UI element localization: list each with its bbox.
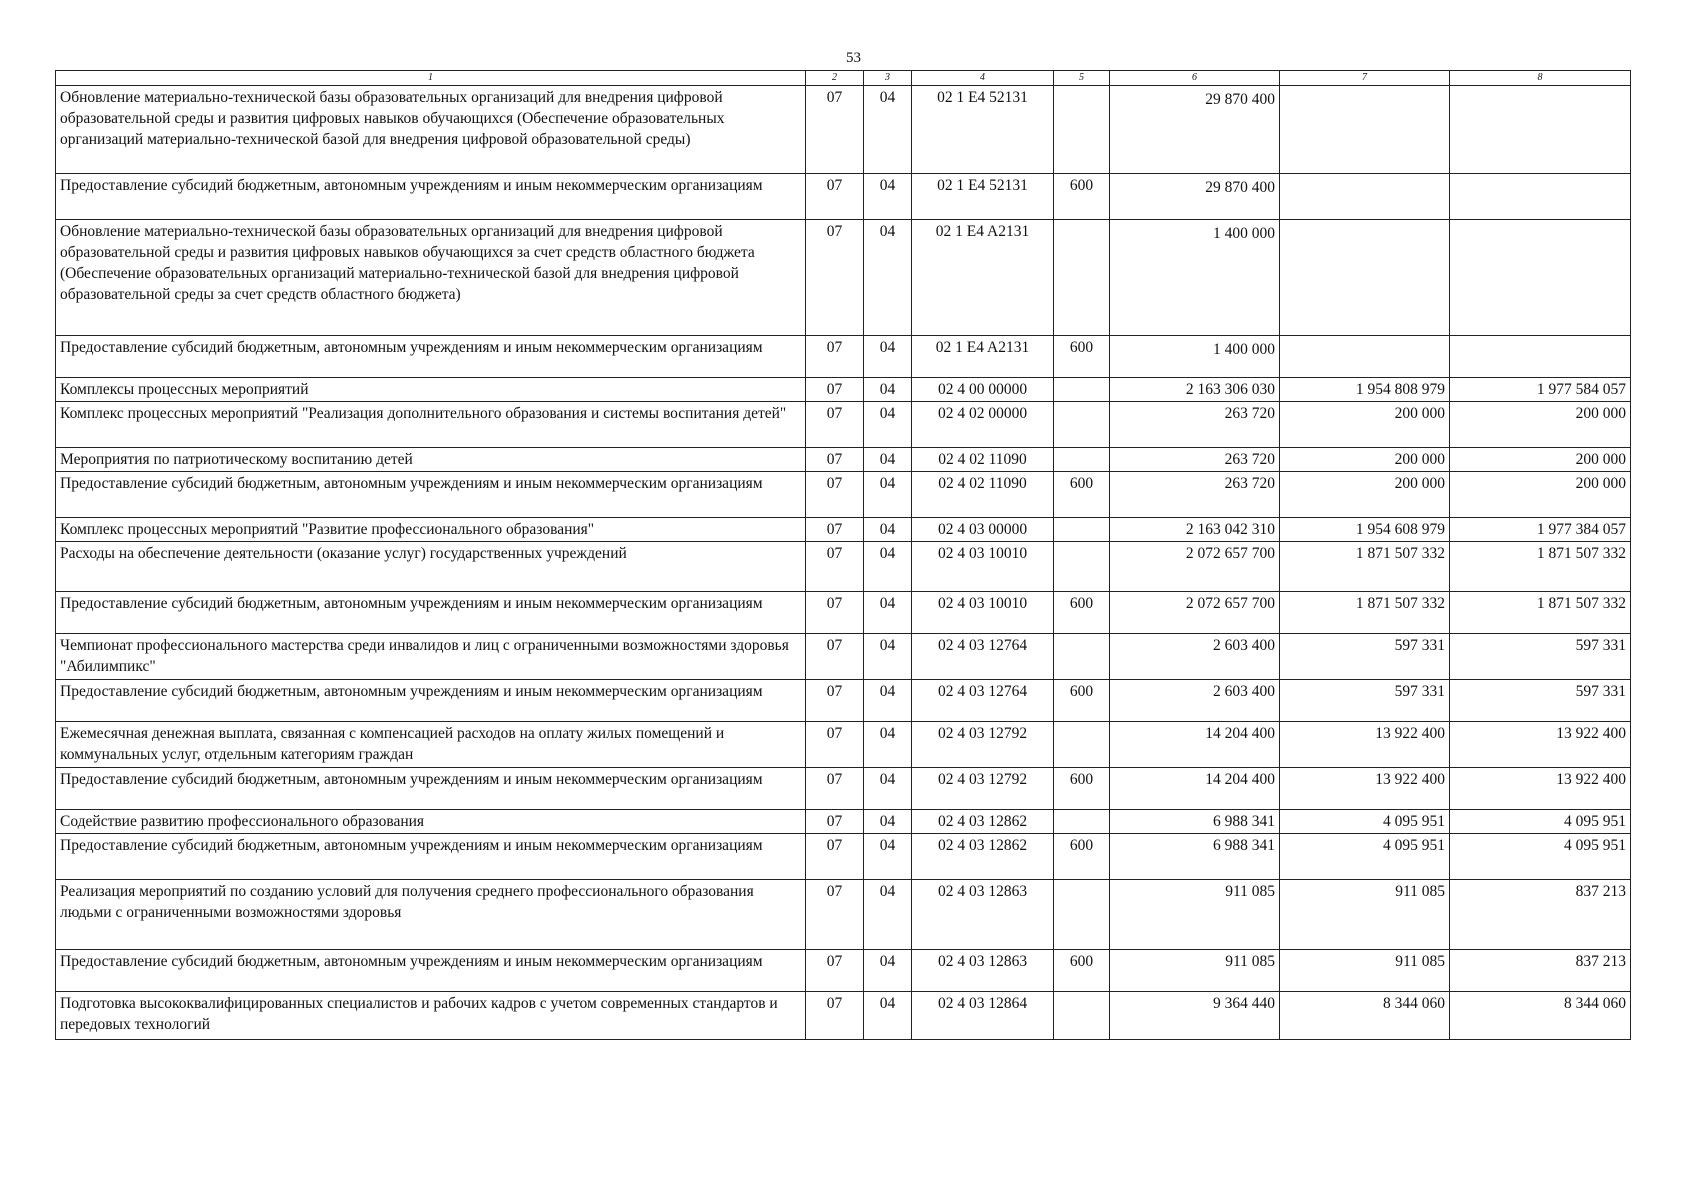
subsection-code-cell: 04 — [864, 834, 912, 880]
subsection-code-cell: 04 — [864, 86, 912, 174]
header-cell: 4 — [912, 71, 1054, 86]
amount-col6-cell: 2 603 400 — [1110, 634, 1280, 680]
expense-name-cell: Предоставление субсидий бюджетным, автономным учреждениям и иным некоммерческим организациям — [56, 950, 806, 992]
section-code-cell: 07 — [806, 768, 864, 810]
amount-col6-cell: 2 072 657 700 — [1110, 542, 1280, 592]
expense-name-cell: Содействие развитию профессионального образования — [56, 810, 806, 834]
amount-col6-cell: 263 720 — [1110, 448, 1280, 472]
expense-type-cell: 600 — [1054, 680, 1110, 722]
header-cell: 8 — [1450, 71, 1631, 86]
amount-col7-cell: 597 331 — [1280, 680, 1450, 722]
table-row — [56, 992, 1631, 1040]
expense-name-cell: Предоставление субсидий бюджетным, автономным учреждениям и иным некоммерческим организациям — [56, 680, 806, 722]
table-row — [56, 542, 1631, 592]
target-article-cell: 02 4 03 12764 — [912, 634, 1054, 680]
target-article-cell: 02 4 02 11090 — [912, 448, 1054, 472]
expense-type-cell: 600 — [1054, 834, 1110, 880]
section-code-cell: 07 — [806, 680, 864, 722]
amount-col7-cell — [1280, 220, 1450, 336]
amount-col8-cell: 1 977 584 057 — [1450, 378, 1631, 402]
section-code-cell: 07 — [806, 86, 864, 174]
subsection-code-cell: 04 — [864, 174, 912, 220]
amount-col6-cell: 911 085 — [1110, 880, 1280, 950]
amount-col7-cell: 597 331 — [1280, 634, 1450, 680]
expense-name-cell: Предоставление субсидий бюджетным, автономным учреждениям и иным некоммерческим организациям — [56, 472, 806, 518]
subsection-code-cell: 04 — [864, 634, 912, 680]
amount-col8-cell: 837 213 — [1450, 950, 1631, 992]
amount-col8-cell: 1 871 507 332 — [1450, 542, 1631, 592]
amount-col6-cell: 1 400 000 — [1110, 336, 1280, 378]
section-code-cell: 07 — [806, 174, 864, 220]
header-cell: 3 — [864, 71, 912, 86]
expense-type-cell — [1054, 402, 1110, 448]
target-article-cell: 02 4 03 12864 — [912, 992, 1054, 1040]
amount-col8-cell: 200 000 — [1450, 448, 1631, 472]
section-code-cell: 07 — [806, 880, 864, 950]
section-code-cell: 07 — [806, 448, 864, 472]
section-code-cell: 07 — [806, 834, 864, 880]
expense-name-cell: Мероприятия по патриотическому воспитанию детей — [56, 448, 806, 472]
expense-name-cell: Обновление материально-технической базы образовательных организаций для внедрения цифровой образовательной среды и развития цифровых навыков обучающихся за счет средств областного бюджета (Обеспечение образовательных организаций материально-технической базой для внедрения цифровой образовательной среды за счет средств областного бюджета) — [56, 220, 806, 336]
subsection-code-cell: 04 — [864, 810, 912, 834]
section-code-cell: 07 — [806, 634, 864, 680]
amount-col6-cell: 2 163 306 030 — [1110, 378, 1280, 402]
amount-col6-cell: 6 988 341 — [1110, 810, 1280, 834]
amount-col7-cell: 13 922 400 — [1280, 722, 1450, 768]
target-article-cell: 02 1 E4 A2131 — [912, 336, 1054, 378]
amount-col6-cell: 9 364 440 — [1110, 992, 1280, 1040]
table-row — [56, 722, 1631, 768]
amount-col6-cell: 2 072 657 700 — [1110, 592, 1280, 634]
table-row — [56, 448, 1631, 472]
expense-name-cell: Предоставление субсидий бюджетным, автономным учреждениям и иным некоммерческим организациям — [56, 768, 806, 810]
expense-name-cell: Ежемесячная денежная выплата, связанная с компенсацией расходов на оплату жилых помещений и коммунальных услуг, отдельным категориям граждан — [56, 722, 806, 768]
header-cell: 7 — [1280, 71, 1450, 86]
target-article-cell: 02 4 02 00000 — [912, 402, 1054, 448]
table-row — [56, 834, 1631, 880]
target-article-cell: 02 4 03 12862 — [912, 834, 1054, 880]
target-article-cell: 02 4 02 11090 — [912, 472, 1054, 518]
table-row — [56, 880, 1631, 950]
subsection-code-cell: 04 — [864, 680, 912, 722]
amount-col8-cell: 4 095 951 — [1450, 810, 1631, 834]
target-article-cell: 02 1 E4 A2131 — [912, 220, 1054, 336]
expense-name-cell: Предоставление субсидий бюджетным, автономным учреждениям и иным некоммерческим организациям — [56, 834, 806, 880]
table-row — [56, 378, 1631, 402]
amount-col6-cell: 2 603 400 — [1110, 680, 1280, 722]
subsection-code-cell: 04 — [864, 880, 912, 950]
amount-col8-cell — [1450, 174, 1631, 220]
section-code-cell: 07 — [806, 992, 864, 1040]
amount-col6-cell: 29 870 400 — [1110, 174, 1280, 220]
amount-col7-cell: 200 000 — [1280, 472, 1450, 518]
table-row — [56, 634, 1631, 680]
expense-type-cell — [1054, 992, 1110, 1040]
amount-col7-cell — [1280, 174, 1450, 220]
section-code-cell: 07 — [806, 472, 864, 518]
subsection-code-cell: 04 — [864, 378, 912, 402]
target-article-cell: 02 4 03 00000 — [912, 518, 1054, 542]
header-cell: 1 — [56, 71, 806, 86]
amount-col8-cell: 13 922 400 — [1450, 768, 1631, 810]
subsection-code-cell: 04 — [864, 220, 912, 336]
amount-col7-cell: 1 871 507 332 — [1280, 592, 1450, 634]
amount-col6-cell: 14 204 400 — [1110, 768, 1280, 810]
subsection-code-cell: 04 — [864, 992, 912, 1040]
expense-type-cell: 600 — [1054, 950, 1110, 992]
expense-name-cell: Обновление материально-технической базы образовательных организаций для внедрения цифровой образовательной среды и развития цифровых навыков обучающихся (Обеспечение образовательных организаций материально-технической базой для внедрения цифровой образовательной среды) — [56, 86, 806, 174]
subsection-code-cell: 04 — [864, 592, 912, 634]
amount-col8-cell: 200 000 — [1450, 472, 1631, 518]
section-code-cell: 07 — [806, 402, 864, 448]
amount-col6-cell: 2 163 042 310 — [1110, 518, 1280, 542]
amount-col8-cell: 837 213 — [1450, 880, 1631, 950]
expense-name-cell: Реализация мероприятий по созданию условий для получения среднего профессионального образования людьми с ограниченными возможностями здоровья — [56, 880, 806, 950]
expense-type-cell — [1054, 810, 1110, 834]
subsection-code-cell: 04 — [864, 448, 912, 472]
amount-col7-cell: 4 095 951 — [1280, 834, 1450, 880]
amount-col6-cell: 14 204 400 — [1110, 722, 1280, 768]
section-code-cell: 07 — [806, 220, 864, 336]
expense-name-cell: Комплексы процессных мероприятий — [56, 378, 806, 402]
amount-col7-cell: 200 000 — [1280, 402, 1450, 448]
table-row — [56, 86, 1631, 174]
amount-col7-cell: 1 954 808 979 — [1280, 378, 1450, 402]
amount-col8-cell: 1 871 507 332 — [1450, 592, 1631, 634]
header-cell: 6 — [1110, 71, 1280, 86]
subsection-code-cell: 04 — [864, 336, 912, 378]
target-article-cell: 02 4 03 10010 — [912, 592, 1054, 634]
expense-type-cell: 600 — [1054, 174, 1110, 220]
expense-type-cell — [1054, 722, 1110, 768]
expense-name-cell: Предоставление субсидий бюджетным, автономным учреждениям и иным некоммерческим организациям — [56, 174, 806, 220]
expense-name-cell: Подготовка высококвалифицированных специалистов и рабочих кадров с учетом современных стандартов и передовых технологий — [56, 992, 806, 1040]
section-code-cell: 07 — [806, 592, 864, 634]
section-code-cell: 07 — [806, 336, 864, 378]
subsection-code-cell: 04 — [864, 402, 912, 448]
expense-type-cell — [1054, 634, 1110, 680]
table-body — [56, 86, 1631, 1040]
amount-col8-cell: 13 922 400 — [1450, 722, 1631, 768]
target-article-cell: 02 4 03 12862 — [912, 810, 1054, 834]
expense-type-cell — [1054, 880, 1110, 950]
amount-col8-cell: 597 331 — [1450, 680, 1631, 722]
target-article-cell: 02 4 00 00000 — [912, 378, 1054, 402]
table-row — [56, 220, 1631, 336]
expense-name-cell: Комплекс процессных мероприятий "Развитие профессионального образования" — [56, 518, 806, 542]
amount-col7-cell: 8 344 060 — [1280, 992, 1450, 1040]
table-row — [56, 810, 1631, 834]
amount-col8-cell — [1450, 336, 1631, 378]
amount-col8-cell: 200 000 — [1450, 402, 1631, 448]
amount-col8-cell: 4 095 951 — [1450, 834, 1631, 880]
amount-col8-cell — [1450, 220, 1631, 336]
expense-type-cell — [1054, 220, 1110, 336]
subsection-code-cell: 04 — [864, 542, 912, 592]
amount-col7-cell — [1280, 336, 1450, 378]
section-code-cell: 07 — [806, 810, 864, 834]
section-code-cell: 07 — [806, 722, 864, 768]
section-code-cell: 07 — [806, 518, 864, 542]
expense-name-cell: Комплекс процессных мероприятий "Реализация дополнительного образования и системы воспитания детей" — [56, 402, 806, 448]
table-row — [56, 592, 1631, 634]
amount-col6-cell: 263 720 — [1110, 402, 1280, 448]
expense-name-cell: Чемпионат профессионального мастерства среди инвалидов и лиц с ограниченными возможностями здоровья "Абилимпикс" — [56, 634, 806, 680]
expense-type-cell — [1054, 518, 1110, 542]
amount-col8-cell: 597 331 — [1450, 634, 1631, 680]
expense-type-cell — [1054, 542, 1110, 592]
amount-col7-cell: 911 085 — [1280, 950, 1450, 992]
subsection-code-cell: 04 — [864, 472, 912, 518]
subsection-code-cell: 04 — [864, 768, 912, 810]
table-row — [56, 950, 1631, 992]
table-row — [56, 518, 1631, 542]
header-cell: 2 — [806, 71, 864, 86]
expense-type-cell — [1054, 448, 1110, 472]
amount-col7-cell: 1 954 608 979 — [1280, 518, 1450, 542]
header-row — [56, 71, 1631, 86]
page-number: 53 — [846, 50, 861, 66]
amount-col7-cell: 911 085 — [1280, 880, 1450, 950]
table-row — [56, 472, 1631, 518]
expense-type-cell: 600 — [1054, 336, 1110, 378]
amount-col6-cell: 29 870 400 — [1110, 86, 1280, 174]
section-code-cell: 07 — [806, 542, 864, 592]
table-row — [56, 402, 1631, 448]
target-article-cell: 02 4 03 12863 — [912, 880, 1054, 950]
amount-col7-cell: 1 871 507 332 — [1280, 542, 1450, 592]
amount-col8-cell: 8 344 060 — [1450, 992, 1631, 1040]
subsection-code-cell: 04 — [864, 722, 912, 768]
expense-type-cell — [1054, 86, 1110, 174]
amount-col6-cell: 911 085 — [1110, 950, 1280, 992]
expense-type-cell: 600 — [1054, 592, 1110, 634]
expense-type-cell: 600 — [1054, 472, 1110, 518]
table-row — [56, 680, 1631, 722]
target-article-cell: 02 4 03 12764 — [912, 680, 1054, 722]
amount-col8-cell — [1450, 86, 1631, 174]
target-article-cell: 02 4 03 12863 — [912, 950, 1054, 992]
amount-col6-cell: 1 400 000 — [1110, 220, 1280, 336]
subsection-code-cell: 04 — [864, 518, 912, 542]
header-cell: 5 — [1054, 71, 1110, 86]
target-article-cell: 02 4 03 12792 — [912, 722, 1054, 768]
expense-type-cell: 600 — [1054, 768, 1110, 810]
amount-col6-cell: 263 720 — [1110, 472, 1280, 518]
budget-table — [55, 70, 1631, 1040]
amount-col7-cell: 13 922 400 — [1280, 768, 1450, 810]
table-row — [56, 768, 1631, 810]
section-code-cell: 07 — [806, 950, 864, 992]
table-row — [56, 336, 1631, 378]
target-article-cell: 02 1 E4 52131 — [912, 86, 1054, 174]
expense-type-cell — [1054, 378, 1110, 402]
amount-col7-cell: 4 095 951 — [1280, 810, 1450, 834]
subsection-code-cell: 04 — [864, 950, 912, 992]
amount-col7-cell — [1280, 86, 1450, 174]
amount-col8-cell: 1 977 384 057 — [1450, 518, 1631, 542]
amount-col7-cell: 200 000 — [1280, 448, 1450, 472]
section-code-cell: 07 — [806, 378, 864, 402]
target-article-cell: 02 4 03 12792 — [912, 768, 1054, 810]
target-article-cell: 02 1 E4 52131 — [912, 174, 1054, 220]
amount-col6-cell: 6 988 341 — [1110, 834, 1280, 880]
target-article-cell: 02 4 03 10010 — [912, 542, 1054, 592]
table-row — [56, 174, 1631, 220]
expense-name-cell: Предоставление субсидий бюджетным, автономным учреждениям и иным некоммерческим организациям — [56, 336, 806, 378]
expense-name-cell: Предоставление субсидий бюджетным, автономным учреждениям и иным некоммерческим организациям — [56, 592, 806, 634]
expense-name-cell: Расходы на обеспечение деятельности (оказание услуг) государственных учреждений — [56, 542, 806, 592]
